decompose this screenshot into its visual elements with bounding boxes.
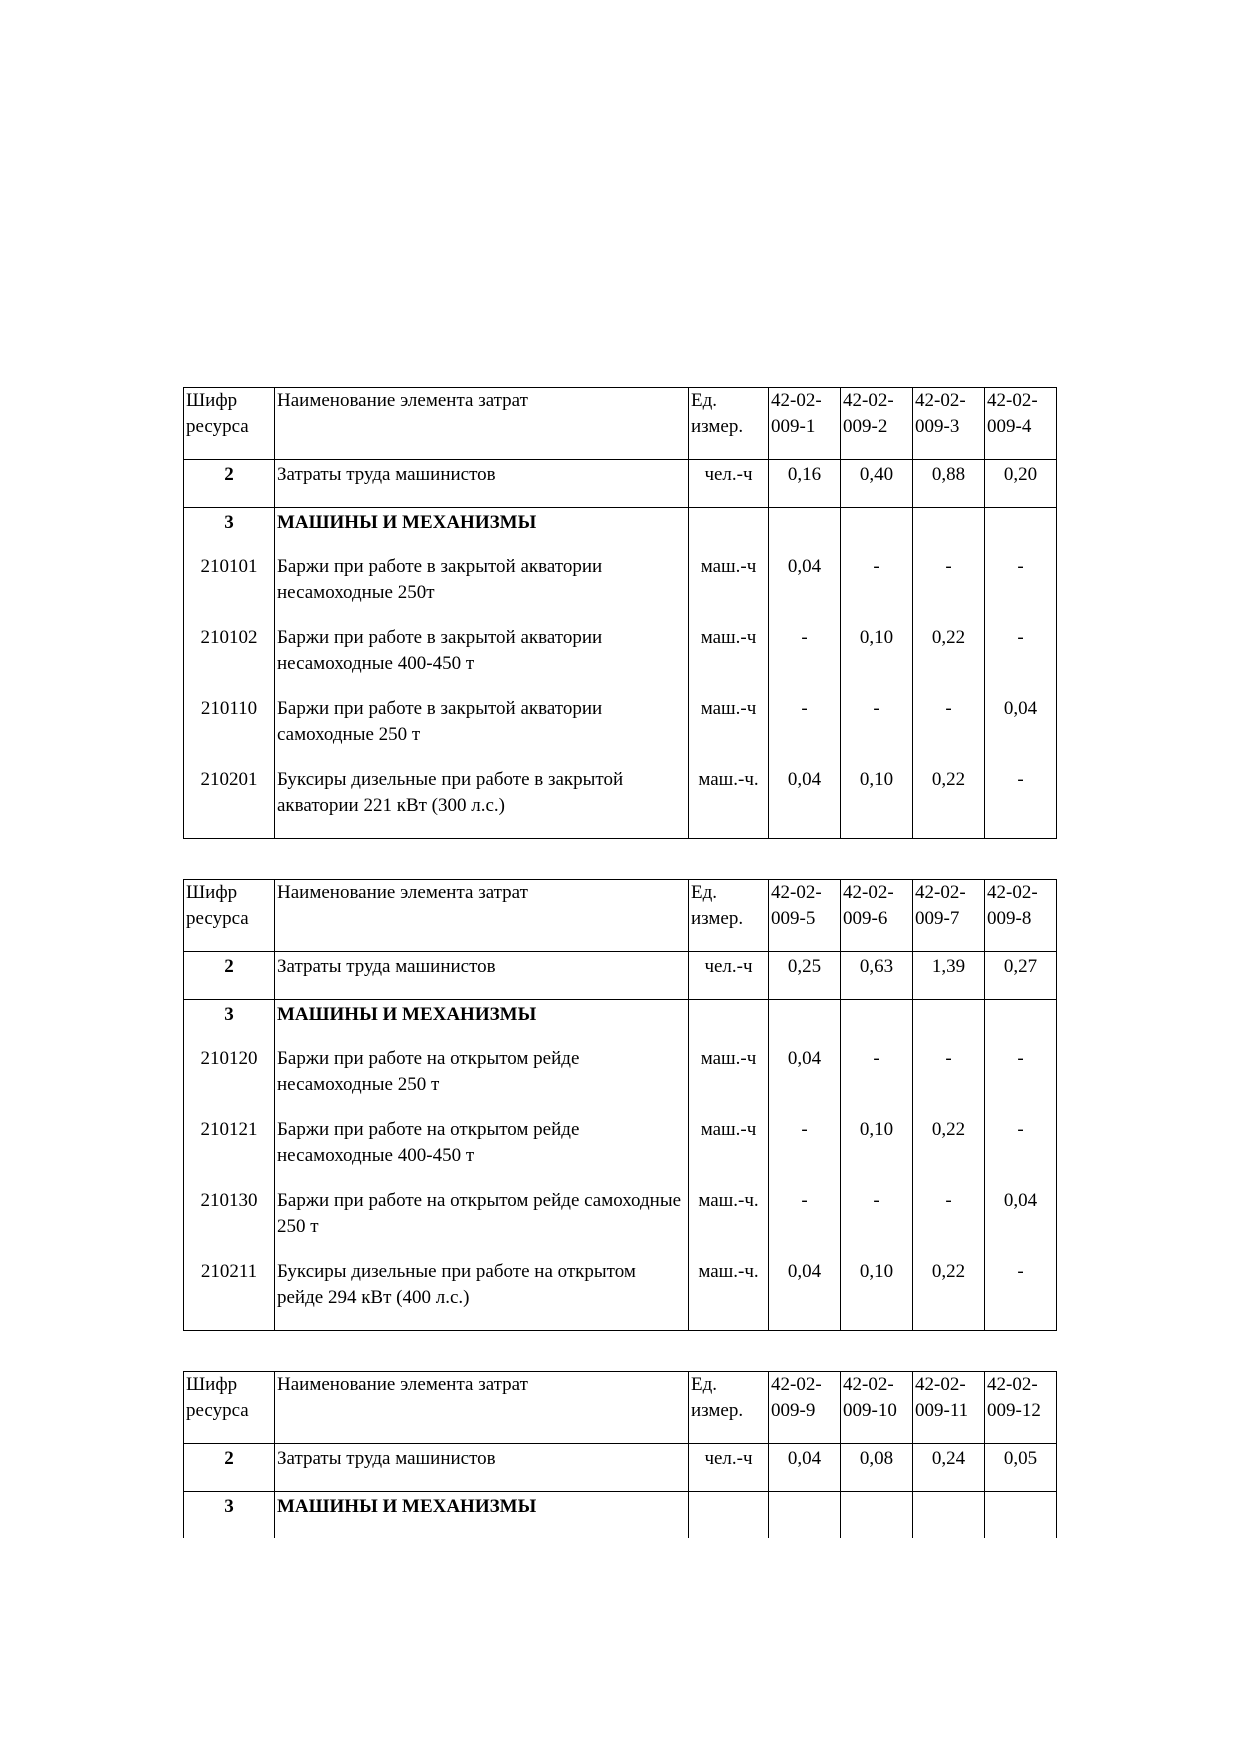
item-value: - <box>841 1046 913 1117</box>
labor-code: 2 <box>184 952 275 1000</box>
header-col-4: 42-02-009-4 <box>985 388 1057 460</box>
labor-row <box>184 1444 1057 1492</box>
labor-value: 0,05 <box>985 1444 1057 1492</box>
labor-value: 0,88 <box>913 460 985 508</box>
labor-value: 0,27 <box>985 952 1057 1000</box>
item-value: 0,22 <box>913 1117 985 1188</box>
item-name: Буксиры дизельные при работе на открытом рейде 294 кВт (400 л.с.) <box>275 1259 689 1331</box>
item-code: 210211 <box>184 1259 275 1331</box>
item-value: - <box>985 1259 1057 1331</box>
header-code: Шифр ресурса <box>184 880 275 952</box>
labor-code: 2 <box>184 460 275 508</box>
item-value: - <box>841 554 913 625</box>
header-name: Наименование элемента затрат <box>275 1372 689 1444</box>
section-row <box>184 1492 1057 1539</box>
item-unit: маш.-ч. <box>689 1259 769 1331</box>
resource-table-2 <box>183 879 1057 1331</box>
labor-code: 2 <box>184 1444 275 1492</box>
item-value: - <box>985 1046 1057 1117</box>
section-row <box>184 1000 1057 1047</box>
header-col-4: 42-02-009-12 <box>985 1372 1057 1444</box>
section-name: МАШИНЫ И МЕХАНИЗМЫ <box>275 508 689 555</box>
item-value: 0,04 <box>985 696 1057 767</box>
item-name: Баржи при работе на открытом рейде несамоходные 400-450 т <box>275 1117 689 1188</box>
labor-value: 0,16 <box>769 460 841 508</box>
item-value: - <box>985 1117 1057 1188</box>
item-name: Баржи при работе на открытом рейде самоходные 250 т <box>275 1188 689 1259</box>
item-value: - <box>769 696 841 767</box>
item-value: 0,04 <box>769 767 841 839</box>
item-value: - <box>769 1117 841 1188</box>
item-value: - <box>985 554 1057 625</box>
table-row <box>184 554 1057 625</box>
section-row <box>184 508 1057 555</box>
item-value: 0,04 <box>769 1046 841 1117</box>
section-code: 3 <box>184 1492 275 1539</box>
labor-value: 0,08 <box>841 1444 913 1492</box>
item-value: 0,04 <box>769 554 841 625</box>
header-col-4: 42-02-009-8 <box>985 880 1057 952</box>
item-value: - <box>769 625 841 696</box>
item-value: 0,22 <box>913 625 985 696</box>
item-name: Буксиры дизельные при работе в закрытой акватории 221 кВт (300 л.с.) <box>275 767 689 839</box>
header-name: Наименование элемента затрат <box>275 388 689 460</box>
item-value: 0,10 <box>841 625 913 696</box>
table-header-row <box>184 1372 1057 1444</box>
item-unit: маш.-ч. <box>689 767 769 839</box>
item-value: - <box>913 554 985 625</box>
table-row <box>184 696 1057 767</box>
section-code: 3 <box>184 1000 275 1047</box>
labor-unit: чел.-ч <box>689 460 769 508</box>
header-unit: Ед. измер. <box>689 1372 769 1444</box>
labor-name: Затраты труда машинистов <box>275 952 689 1000</box>
labor-value: 0,40 <box>841 460 913 508</box>
header-col-1: 42-02-009-5 <box>769 880 841 952</box>
item-value: 0,04 <box>769 1259 841 1331</box>
item-value: - <box>913 696 985 767</box>
item-value: 0,10 <box>841 1259 913 1331</box>
labor-value: 0,63 <box>841 952 913 1000</box>
item-value: 0,10 <box>841 767 913 839</box>
labor-row <box>184 460 1057 508</box>
header-code: Шифр ресурса <box>184 388 275 460</box>
item-code: 210201 <box>184 767 275 839</box>
item-value: - <box>913 1188 985 1259</box>
item-name: Баржи при работе в закрытой акватории самоходные 250 т <box>275 696 689 767</box>
item-name: Баржи при работе на открытом рейде несамоходные 250 т <box>275 1046 689 1117</box>
item-unit: маш.-ч <box>689 1046 769 1117</box>
item-value: 0,04 <box>985 1188 1057 1259</box>
labor-value: 1,39 <box>913 952 985 1000</box>
labor-value: 0,25 <box>769 952 841 1000</box>
header-col-1: 42-02-009-1 <box>769 388 841 460</box>
item-code: 210130 <box>184 1188 275 1259</box>
item-code: 210101 <box>184 554 275 625</box>
table-row <box>184 1117 1057 1188</box>
item-name: Баржи при работе в закрытой акватории несамоходные 250т <box>275 554 689 625</box>
labor-name: Затраты труда машинистов <box>275 1444 689 1492</box>
item-code: 210102 <box>184 625 275 696</box>
header-col-3: 42-02-009-3 <box>913 388 985 460</box>
table-header-row <box>184 880 1057 952</box>
item-code: 210110 <box>184 696 275 767</box>
item-unit: маш.-ч <box>689 696 769 767</box>
section-name: МАШИНЫ И МЕХАНИЗМЫ <box>275 1492 689 1539</box>
item-unit: маш.-ч <box>689 554 769 625</box>
labor-unit: чел.-ч <box>689 952 769 1000</box>
item-value: 0,22 <box>913 1259 985 1331</box>
item-name: Баржи при работе в закрытой акватории несамоходные 400-450 т <box>275 625 689 696</box>
item-unit: маш.-ч <box>689 1117 769 1188</box>
table-row <box>184 625 1057 696</box>
table-header-row <box>184 388 1057 460</box>
header-unit: Ед. измер. <box>689 388 769 460</box>
header-name: Наименование элемента затрат <box>275 880 689 952</box>
table-row <box>184 1188 1057 1259</box>
labor-value: 0,20 <box>985 460 1057 508</box>
item-value: 0,10 <box>841 1117 913 1188</box>
item-value: - <box>913 1046 985 1117</box>
labor-name: Затраты труда машинистов <box>275 460 689 508</box>
item-unit: маш.-ч <box>689 625 769 696</box>
labor-row <box>184 952 1057 1000</box>
item-value: - <box>841 696 913 767</box>
item-code: 210120 <box>184 1046 275 1117</box>
item-value: 0,22 <box>913 767 985 839</box>
header-col-3: 42-02-009-11 <box>913 1372 985 1444</box>
header-col-2: 42-02-009-10 <box>841 1372 913 1444</box>
header-code: Шифр ресурса <box>184 1372 275 1444</box>
header-unit: Ед. измер. <box>689 880 769 952</box>
item-value: - <box>841 1188 913 1259</box>
table-row <box>184 1259 1057 1331</box>
labor-value: 0,04 <box>769 1444 841 1492</box>
resource-table-1 <box>183 387 1057 839</box>
resource-table-3 <box>183 1371 1057 1538</box>
section-code: 3 <box>184 508 275 555</box>
table-row <box>184 767 1057 839</box>
section-name: МАШИНЫ И МЕХАНИЗМЫ <box>275 1000 689 1047</box>
labor-unit: чел.-ч <box>689 1444 769 1492</box>
header-col-3: 42-02-009-7 <box>913 880 985 952</box>
header-col-2: 42-02-009-6 <box>841 880 913 952</box>
item-value: - <box>769 1188 841 1259</box>
item-code: 210121 <box>184 1117 275 1188</box>
header-col-2: 42-02-009-2 <box>841 388 913 460</box>
item-value: - <box>985 625 1057 696</box>
table-row <box>184 1046 1057 1117</box>
header-col-1: 42-02-009-9 <box>769 1372 841 1444</box>
item-value: - <box>985 767 1057 839</box>
labor-value: 0,24 <box>913 1444 985 1492</box>
item-unit: маш.-ч. <box>689 1188 769 1259</box>
